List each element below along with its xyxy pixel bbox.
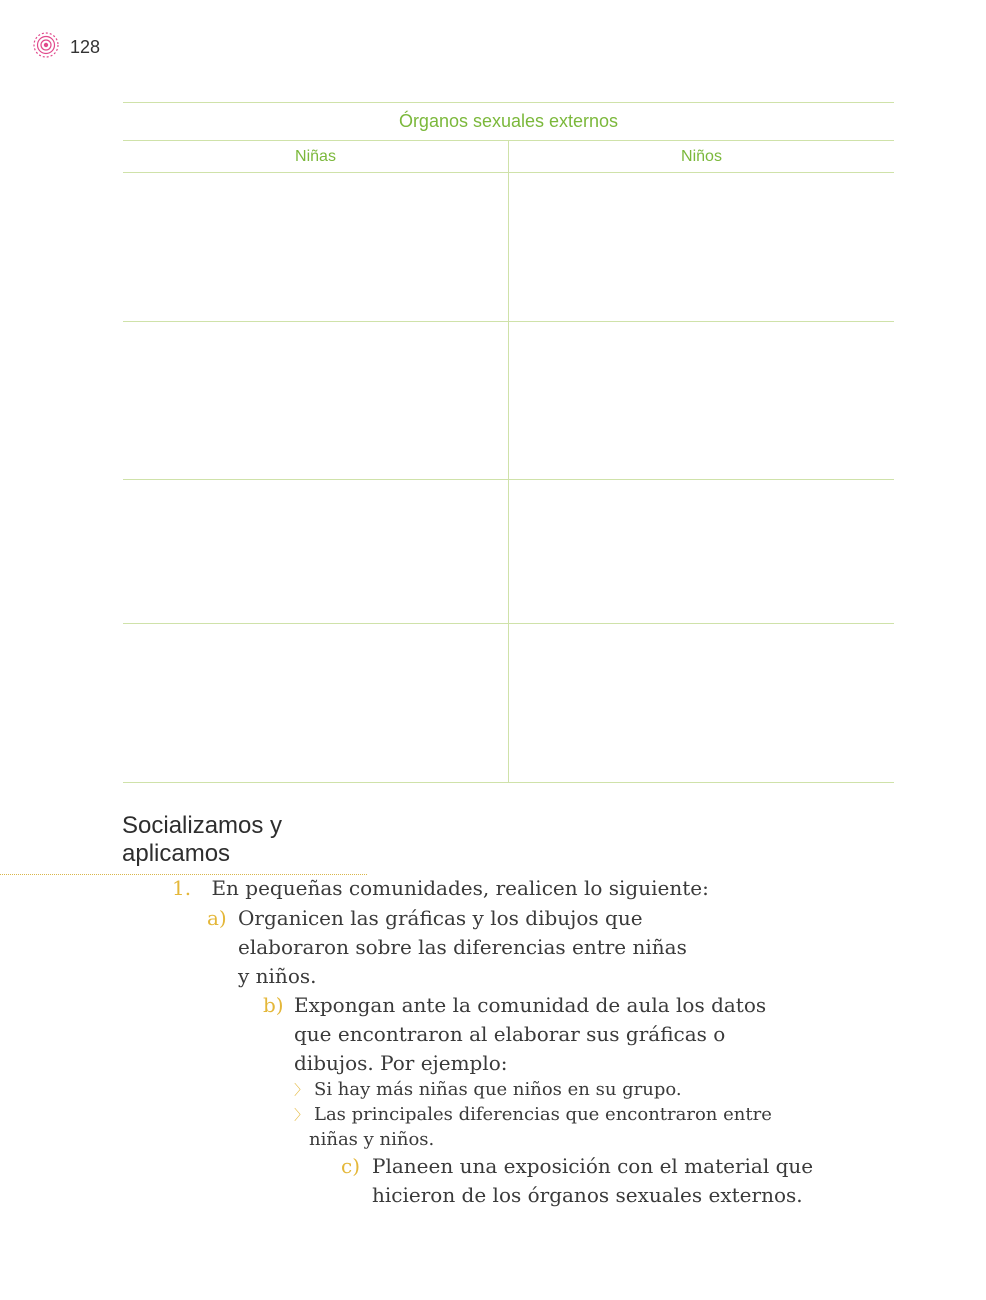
table-cell-ninos[interactable] — [509, 480, 894, 623]
table-row — [123, 624, 894, 783]
section-title: Socializamos y aplicamos — [0, 812, 367, 875]
sub-item-a-line: Organicen las gráficas y los dibujos que — [238, 906, 643, 930]
table-header-row — [123, 141, 894, 173]
column-header-ninas: Niñas — [123, 141, 509, 172]
table-cell-ninas[interactable] — [123, 322, 509, 479]
page-header — [32, 32, 100, 62]
bullet-item — [294, 1102, 772, 1129]
page-number: 128 — [70, 36, 101, 57]
list-item-1 — [172, 874, 709, 903]
bullet-text-continued: niñas y niños. — [309, 1129, 435, 1150]
sub-item-b-line: que encontraron al elaborar sus gráficas o — [294, 1022, 726, 1046]
sub-item-marker-a: a) — [207, 906, 227, 930]
bullet-chevron-icon: 〉 — [294, 1108, 308, 1124]
table-cell-ninos[interactable] — [509, 173, 894, 321]
table-title: Órganos sexuales externos — [123, 102, 894, 141]
item-text: En pequeñas comunidades, realicen lo siguiente: — [211, 876, 709, 900]
organs-table — [123, 102, 894, 783]
sub-item-a-line: elaboraron sobre las diferencias entre niñas — [238, 935, 687, 959]
sub-item-c-line: Planeen una exposición con el material que — [372, 1154, 814, 1178]
bullet-chevron-icon: 〉 — [294, 1083, 308, 1099]
sub-item-a-line: y niños. — [238, 964, 317, 988]
bullet-text: Si hay más niñas que niños en su grupo. — [314, 1079, 682, 1100]
table-cell-ninas[interactable] — [123, 480, 509, 623]
table-cell-ninas[interactable] — [123, 173, 509, 321]
column-header-ninos: Niños — [681, 147, 722, 165]
table-row — [123, 322, 894, 480]
sub-item-b-line: dibujos. Por ejemplo: — [294, 1051, 508, 1075]
sub-item-marker-b: b) — [263, 993, 284, 1017]
table-row — [123, 480, 894, 624]
table-row — [123, 173, 894, 322]
item-number: 1. — [172, 876, 192, 900]
sub-item-c-line: hicieron de los órganos sexuales externos. — [372, 1183, 803, 1207]
table-cell-ninos[interactable] — [509, 322, 894, 479]
sun-mandala-icon — [32, 31, 60, 63]
sub-item-marker-c: c) — [341, 1154, 361, 1178]
table-cell-ninas[interactable] — [123, 624, 509, 782]
table-cell-ninos[interactable] — [509, 624, 894, 782]
bullet-item — [294, 1077, 682, 1104]
sub-item-b-line: Expongan ante la comunidad de aula los datos — [294, 993, 767, 1017]
bullet-text: Las principales diferencias que encontraron entre — [314, 1104, 772, 1125]
